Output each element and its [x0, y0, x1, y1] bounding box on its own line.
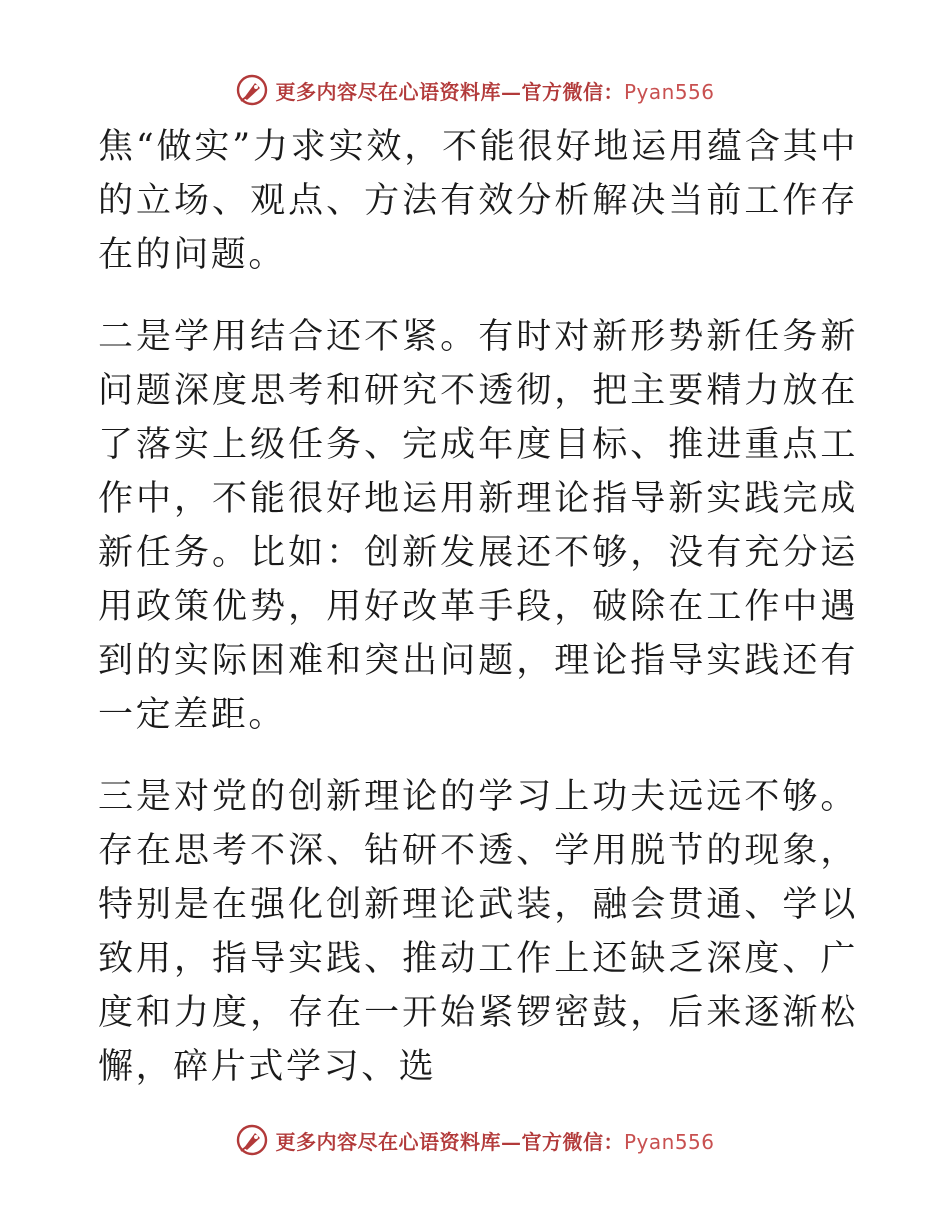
watermark-text: 更多内容尽在心语资料库—官方微信：Pyan556: [275, 79, 715, 104]
header-watermark: [0, 70, 950, 110]
paragraph: 三是对党的创新理论的学习上功夫远远不够。存在思考不深、钻研不透、学用脱节的现象，特别是在强化创新理论武装，融会贯通、学以致用，指导实践、推动工作上还缺乏深度、广度和力度，存在一开始紧锣密鼓，后来逐渐松懈，碎片式学习、选: [98, 777, 858, 1087]
document-body: [98, 120, 858, 1094]
pen-nib-logo-icon: [235, 1123, 269, 1157]
paragraph: 焦“做实”力求实效，不能很好地运用蕴含其中的立场、观点、方法有效分析解决当前工作存在的问题。: [98, 127, 858, 275]
paragraph: 二是学用结合还不紧。有时对新形势新任务新问题深度思考和研究不透彻，把主要精力放在了落实上级任务、完成年度目标、推进重点工作中，不能很好地运用新理论指导新实践完成新任务。比如：创新发展还不够，没有充分运用政策优势，用好改革手段，破除在工作中遇到的实际困难和突出问题，理论指导实践还有一定差距。: [98, 317, 858, 735]
pen-nib-logo-icon: [235, 73, 269, 107]
watermark-text: 更多内容尽在心语资料库—官方微信：Pyan556: [275, 1129, 715, 1154]
footer-watermark: [0, 1120, 950, 1160]
